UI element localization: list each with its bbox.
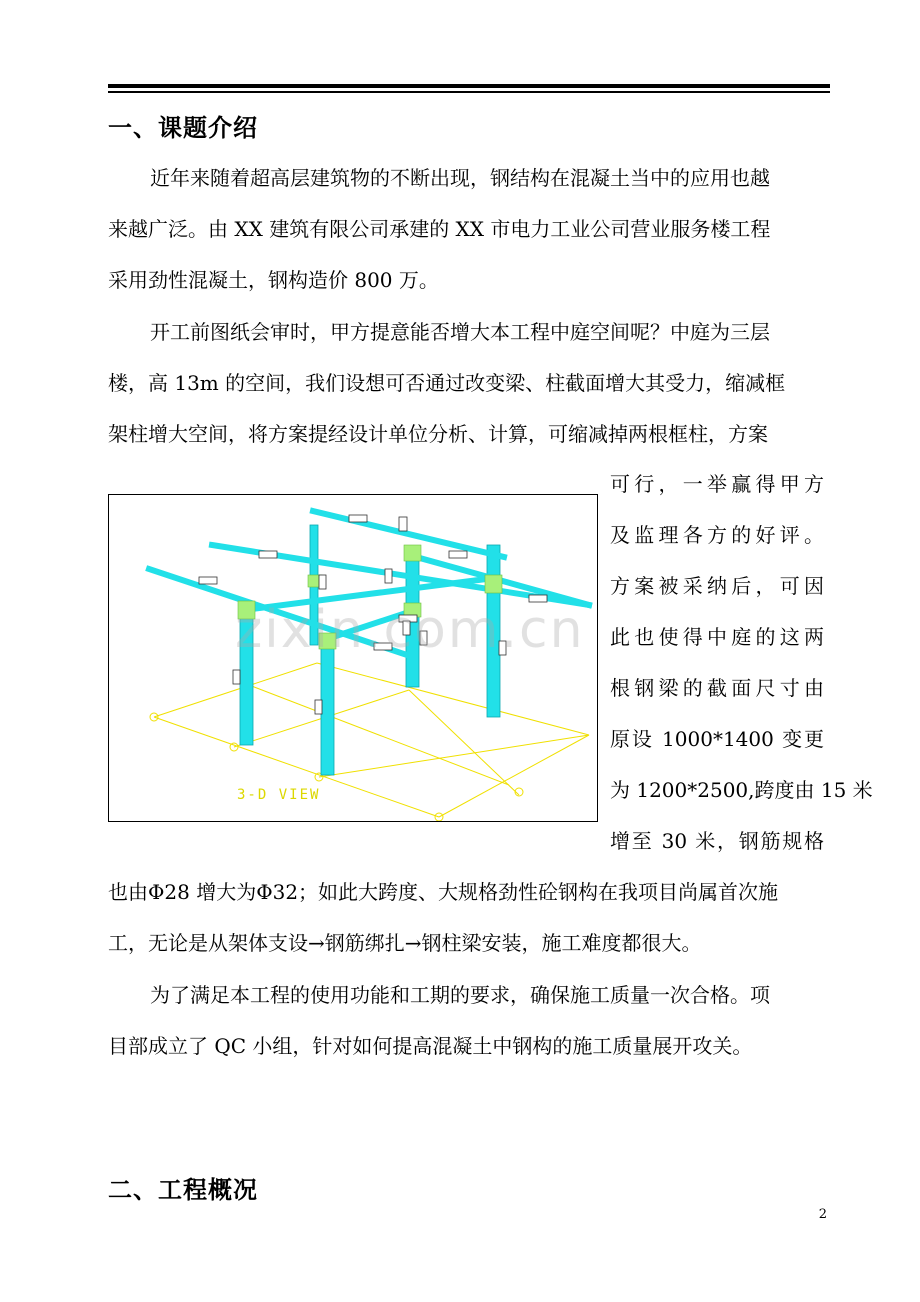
para2-wrap-line-6: 原设 1000*1400 变更: [610, 727, 824, 751]
para2-wrap-line-4: 此也使得中庭的这两: [610, 625, 824, 649]
para2-wrap-line-5: 根钢梁的截面尺寸由: [610, 676, 824, 700]
para2-wrap-line-1: 可行，一举赢得甲方: [610, 472, 824, 496]
watermark-text: zixin.com.cn: [235, 600, 585, 660]
para2-wrap-line-2: 及监理各方的好评。: [610, 523, 824, 547]
para1-line-2: 来越广泛。由 XX 建筑有限公司承建的 XX 市电力工业公司营业服务楼工程: [108, 217, 771, 241]
para2-wrap-line-7: 为 1200*2500,跨度由 15 米: [610, 778, 873, 802]
para2-tail-line-1: 也由Φ28 增大为Φ32；如此大跨度、大规格劲性砼钢构在我项目尚属首次施: [108, 880, 779, 904]
para2-wrap-line-8: 增至 30 米，钢筋规格: [610, 829, 824, 853]
header-rule-thin: [108, 91, 830, 93]
para1-line-1: 近年来随着超高层建筑物的不断出现，钢结构在混凝土当中的应用也越: [150, 166, 770, 190]
para2-line-3: 架柱增大空间，将方案提经设计单位分析、计算，可缩减掉两根框柱，方案: [108, 422, 768, 446]
ground-grid: [154, 663, 589, 817]
grid-bubbles: [150, 713, 523, 821]
para2-tail-line-2: 工，无论是从架体支设→钢筋绑扎→钢柱梁安装，施工难度都很大。: [108, 931, 702, 955]
para3-line-2: 目部成立了 QC 小组，针对如何提高混凝土中钢构的施工质量展开攻关。: [108, 1034, 753, 1058]
para1-line-3: 采用劲性混凝土，钢构造价 800 万。: [108, 268, 439, 292]
figure-view-label: 3-D VIEW: [237, 787, 321, 803]
para2-line-2: 楼，高 13m 的空间，我们设想可否通过改变梁、柱截面增大其受力，缩减框: [108, 371, 786, 395]
para3-line-1: 为了满足本工程的使用功能和工期的要求，确保施工质量一次合格。项: [150, 983, 770, 1007]
para2-wrap-line-3: 方案被采纳后，可因: [610, 574, 824, 598]
header-rule-thick: [108, 84, 830, 88]
para2-line-1: 开工前图纸会审时，甲方提意能否增大本工程中庭空间呢？中庭为三层: [150, 320, 770, 344]
section-heading-1: 一、课题介绍: [108, 114, 258, 142]
page-number: 2: [818, 1207, 827, 1222]
section-heading-2: 二、工程概况: [108, 1176, 258, 1204]
